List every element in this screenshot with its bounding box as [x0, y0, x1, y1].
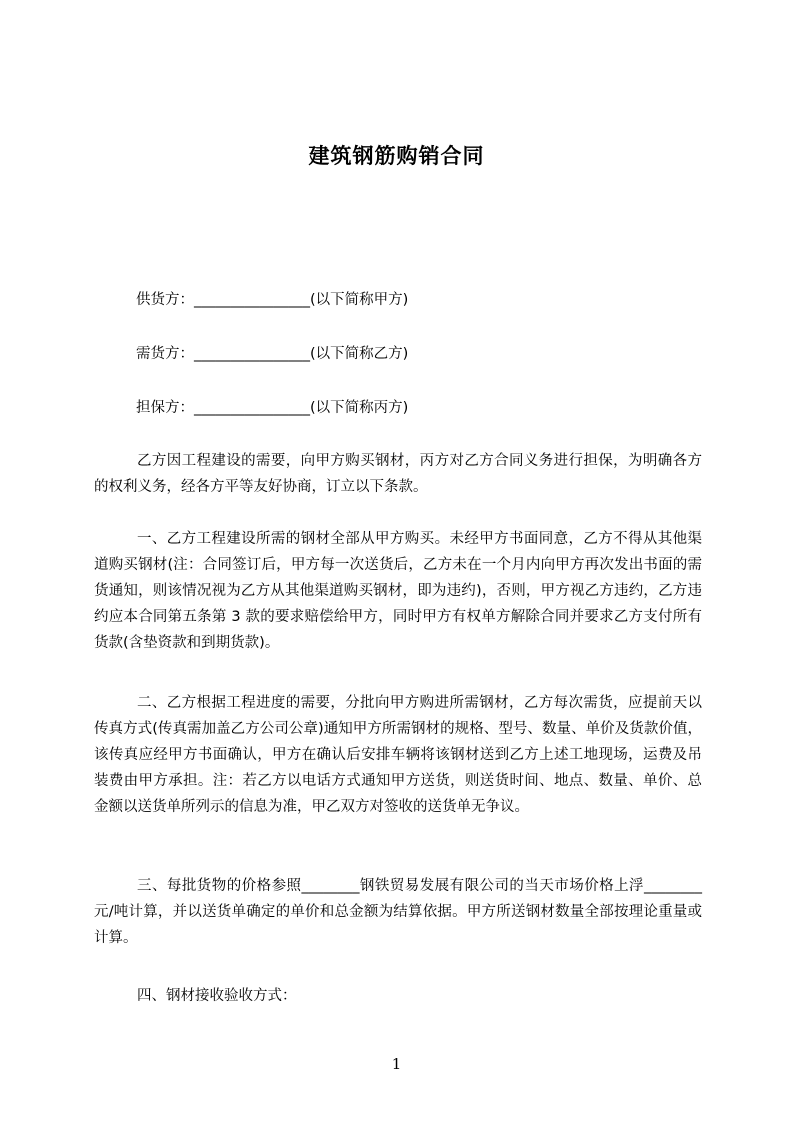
party-buyer: 需货方：________________(以下简称乙方) — [136, 346, 409, 362]
page-number: 1 — [391, 1055, 402, 1073]
preamble-paragraph — [94, 448, 702, 500]
clause-3 — [94, 873, 702, 951]
clause-4-text: 四、钢材接收验收方式： — [137, 988, 297, 1004]
clause-2 — [94, 690, 702, 820]
preamble-text: 乙方因工程建设的需要，向甲方购买钢材，丙方对乙方合同义务进行担保，为明确各方的权利义务，经各方平等友好协商，订立以下条款。 — [94, 453, 702, 495]
clause-2-text: 二、乙方根据工程进度的需要，分批向甲方购进所需钢材，乙方每次需货，应提前天以传真方式(传真需加盖乙方公司公章)通知甲方所需钢材的规格、型号、数量、单价及货款价值，该传真应经甲方书面确认，甲方在确认后安排车辆将该钢材送到乙方上述工地现场，运费及吊装费由甲方承担。注：若乙方以电话方式通知甲方送货，则送货时间、地点、数量、单价、总金额以送货单所列示的信息为准，甲乙双方对签收的送货单无争议。 — [94, 695, 702, 815]
party-supplier: 供货方：________________(以下简称甲方) — [136, 292, 409, 308]
clause-1-text: 一、乙方工程建设所需的钢材全部从甲方购买。未经甲方书面同意，乙方不得从其他渠道购买钢材(注：合同签订后，甲方每一次送货后，乙方未在一个月内向甲方再次发出书面的需货通知，则该情况视为乙方从其他渠道购买钢材，即为违约)，否则，甲方视乙方违约，乙方违约应本合同第五条第 3 款的要求赔偿给甲方，同时甲方有权单方解除合同并要求乙方支付所有货款(含垫资款和到期货款)。 — [94, 531, 702, 651]
clause-1 — [94, 526, 702, 656]
clause-4 — [94, 983, 702, 1009]
party-guarantor: 担保方：________________(以下简称丙方) — [136, 400, 409, 416]
clause-3-text: 三、每批货物的价格参照________钢铁贸易发展有限公司的当天市场价格上浮________元/吨计算，并以送货单确定的单价和总金额为结算依据。甲方所送钢材数量全部按理论重量或计算。 — [94, 878, 702, 946]
document-title: 建筑钢筋购销合同 — [308, 144, 485, 168]
